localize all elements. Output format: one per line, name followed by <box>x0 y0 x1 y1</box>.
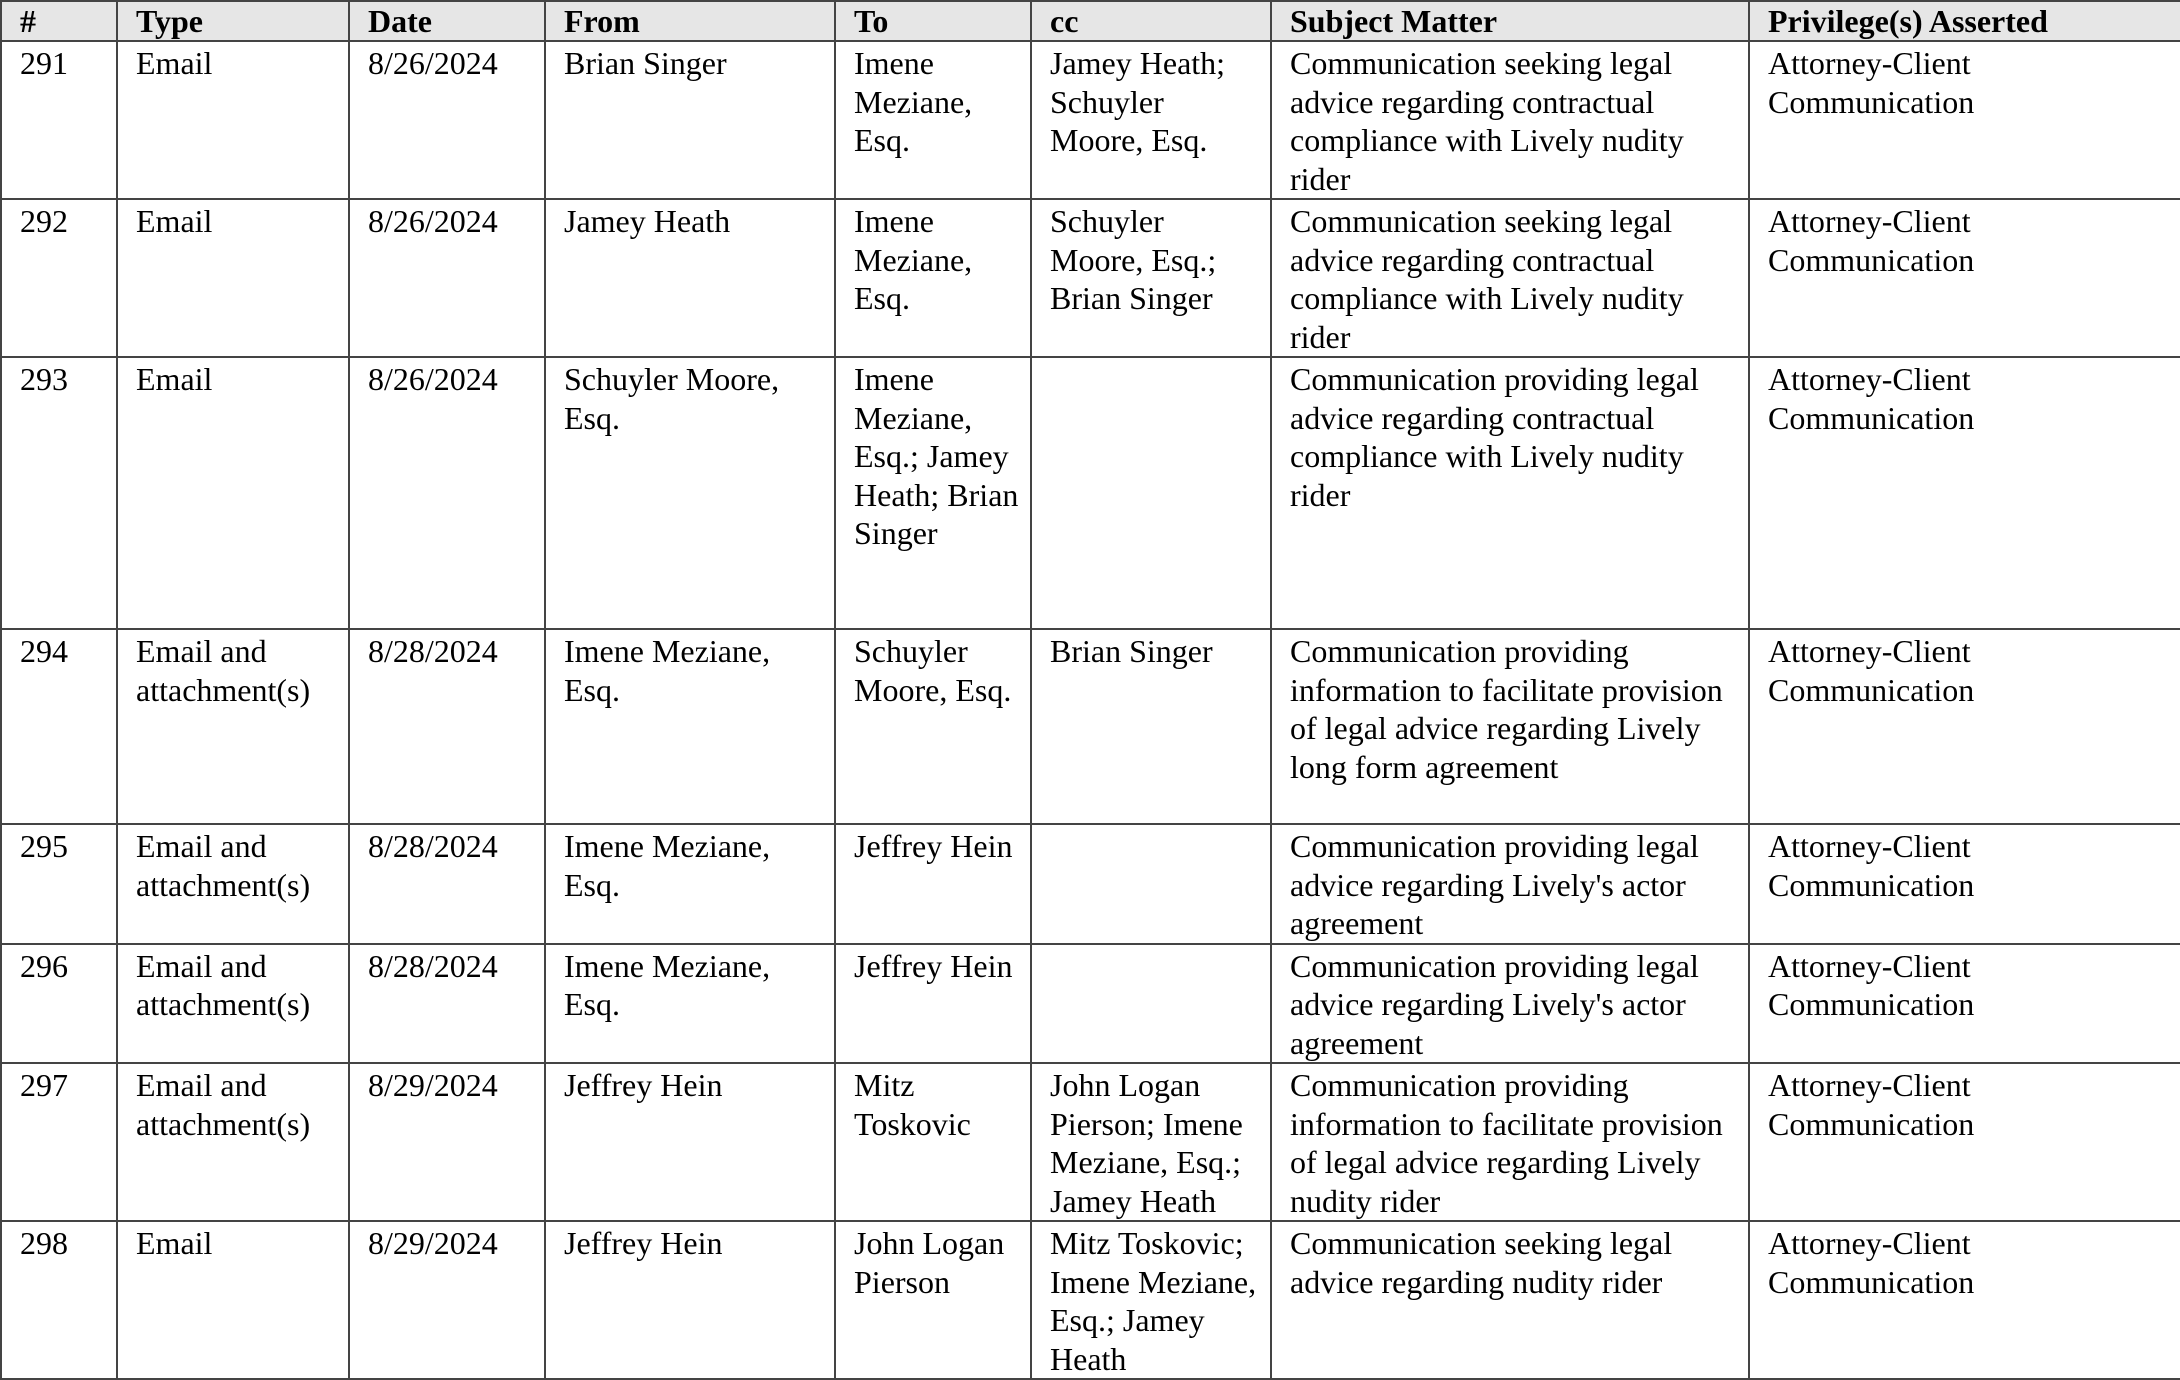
cell-subject-matter: Communication providing information to facilitate provision of legal advice regarding Lively long form agreement <box>1271 629 1749 824</box>
cell-to: Mitz Toskovic <box>835 1063 1031 1221</box>
cell-cc <box>1031 357 1271 629</box>
cell-subject-matter: Communication seeking legal advice regarding contractual compliance with Lively nudity rider <box>1271 41 1749 199</box>
table-row <box>1 824 2180 944</box>
cell-num: 294 <box>1 629 117 824</box>
cell-from: Jamey Heath <box>545 199 835 357</box>
cell-date: 8/26/2024 <box>349 357 545 629</box>
cell-date: 8/29/2024 <box>349 1063 545 1221</box>
cell-subject-matter: Communication providing legal advice regarding Lively's actor agreement <box>1271 824 1749 944</box>
cell-date: 8/26/2024 <box>349 41 545 199</box>
cell-subject-matter: Communication seeking legal advice regarding nudity rider <box>1271 1221 1749 1379</box>
table-row <box>1 1063 2180 1221</box>
cell-privilege: Attorney-Client Communication <box>1749 629 2180 824</box>
cell-from: Jeffrey Hein <box>545 1063 835 1221</box>
header-num: # <box>1 1 117 41</box>
cell-date: 8/29/2024 <box>349 1221 545 1379</box>
cell-to: Schuyler Moore, Esq. <box>835 629 1031 824</box>
header-date: Date <box>349 1 545 41</box>
header-privilege-asserted: Privilege(s) Asserted <box>1749 1 2180 41</box>
cell-from: Imene Meziane, Esq. <box>545 629 835 824</box>
cell-date: 8/26/2024 <box>349 199 545 357</box>
cell-privilege: Attorney-Client Communication <box>1749 1221 2180 1379</box>
cell-type: Email and attachment(s) <box>117 944 349 1064</box>
cell-privilege: Attorney-Client Communication <box>1749 357 2180 629</box>
cell-num: 291 <box>1 41 117 199</box>
table-row <box>1 357 2180 629</box>
cell-subject-matter: Communication seeking legal advice regarding contractual compliance with Lively nudity rider <box>1271 199 1749 357</box>
cell-date: 8/28/2024 <box>349 824 545 944</box>
cell-privilege: Attorney-Client Communication <box>1749 944 2180 1064</box>
header-cc: cc <box>1031 1 1271 41</box>
cell-type: Email <box>117 357 349 629</box>
header-row <box>1 1 2180 41</box>
cell-privilege: Attorney-Client Communication <box>1749 1063 2180 1221</box>
cell-to: Jeffrey Hein <box>835 944 1031 1064</box>
cell-num: 293 <box>1 357 117 629</box>
cell-to: Imene Meziane, Esq. <box>835 199 1031 357</box>
cell-type: Email and attachment(s) <box>117 1063 349 1221</box>
cell-from: Schuyler Moore, Esq. <box>545 357 835 629</box>
cell-num: 298 <box>1 1221 117 1379</box>
cell-cc <box>1031 944 1271 1064</box>
cell-subject-matter: Communication providing information to facilitate provision of legal advice regarding Lively nudity rider <box>1271 1063 1749 1221</box>
header-type: Type <box>117 1 349 41</box>
cell-to: John Logan Pierson <box>835 1221 1031 1379</box>
cell-num: 295 <box>1 824 117 944</box>
cell-num: 292 <box>1 199 117 357</box>
cell-to: Jeffrey Hein <box>835 824 1031 944</box>
cell-cc: Jamey Heath; Schuyler Moore, Esq. <box>1031 41 1271 199</box>
header-subject-matter: Subject Matter <box>1271 1 1749 41</box>
cell-subject-matter: Communication providing legal advice regarding Lively's actor agreement <box>1271 944 1749 1064</box>
cell-type: Email and attachment(s) <box>117 629 349 824</box>
cell-cc <box>1031 824 1271 944</box>
cell-type: Email <box>117 199 349 357</box>
cell-from: Jeffrey Hein <box>545 1221 835 1379</box>
cell-from: Brian Singer <box>545 41 835 199</box>
cell-num: 297 <box>1 1063 117 1221</box>
table-row <box>1 629 2180 824</box>
cell-cc: Mitz Toskovic; Imene Meziane, Esq.; Jamey Heath <box>1031 1221 1271 1379</box>
cell-type: Email and attachment(s) <box>117 824 349 944</box>
header-to: To <box>835 1 1031 41</box>
table-row <box>1 41 2180 199</box>
cell-date: 8/28/2024 <box>349 629 545 824</box>
cell-privilege: Attorney-Client Communication <box>1749 41 2180 199</box>
cell-type: Email <box>117 41 349 199</box>
cell-privilege: Attorney-Client Communication <box>1749 824 2180 944</box>
table-row <box>1 199 2180 357</box>
table-row <box>1 1221 2180 1379</box>
cell-privilege: Attorney-Client Communication <box>1749 199 2180 357</box>
cell-from: Imene Meziane, Esq. <box>545 824 835 944</box>
header-from: From <box>545 1 835 41</box>
cell-date: 8/28/2024 <box>349 944 545 1064</box>
cell-cc: John Logan Pierson; Imene Meziane, Esq.; Jamey Heath <box>1031 1063 1271 1221</box>
cell-subject-matter: Communication providing legal advice regarding contractual compliance with Lively nudity rider <box>1271 357 1749 629</box>
cell-from: Imene Meziane, Esq. <box>545 944 835 1064</box>
cell-cc: Brian Singer <box>1031 629 1271 824</box>
table-row <box>1 944 2180 1064</box>
cell-type: Email <box>117 1221 349 1379</box>
cell-to: Imene Meziane, Esq. <box>835 41 1031 199</box>
cell-cc: Schuyler Moore, Esq.; Brian Singer <box>1031 199 1271 357</box>
cell-num: 296 <box>1 944 117 1064</box>
cell-to: Imene Meziane, Esq.; Jamey Heath; Brian Singer <box>835 357 1031 629</box>
